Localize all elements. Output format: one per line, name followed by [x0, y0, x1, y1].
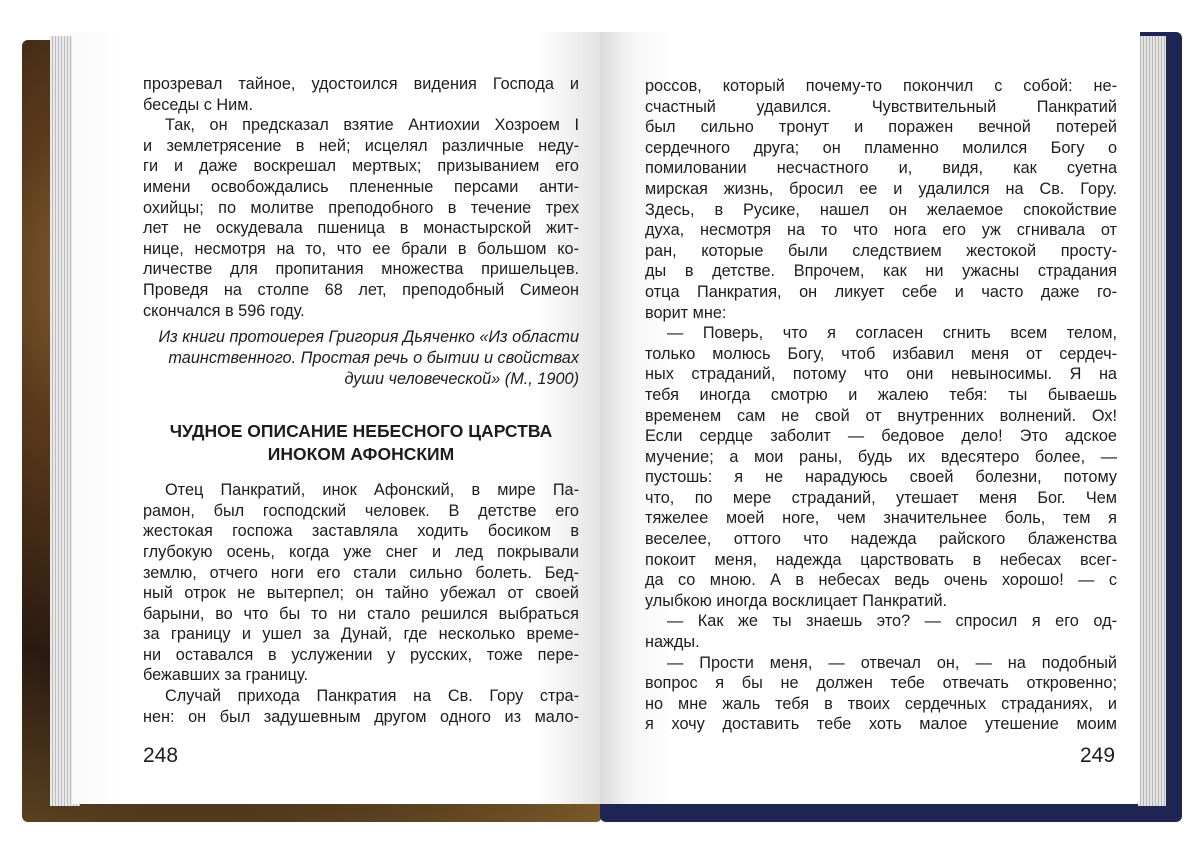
left-page-text [143, 74, 579, 727]
text-line: прозревал тайное, удостоился видения Господа и [143, 75, 579, 93]
text-line: ды в детстве. Впрочем, как ни ужасны страдания [645, 262, 1117, 281]
text-line: духа, несмотря на то что нога его уж сгнивала от [645, 221, 1117, 240]
text-line: покоит меня, надежда царствовать в небесах всег- [645, 550, 1117, 569]
text-line: отца Панкратия, он ликует себе и часто даже го- [645, 282, 1117, 301]
text-line: Так, он предсказал взятие Антиохии Хозроем I [165, 116, 579, 135]
text-line: рамон, был господский человек. В детстве его [143, 501, 579, 520]
citation-line: души человеческой» (М., 1900) [344, 370, 579, 389]
text-line: я хочу доставить тебе хоть малое утешение моим [645, 715, 1117, 734]
text-line: россов, который почему-то покончил с собой: не- [645, 77, 1117, 95]
heading-line: ЧУДНОЕ ОПИСАНИЕ НЕБЕСНОГО ЦАРСТВА [169, 421, 553, 442]
text-line: что, по мере страданий, утешает меня Бог. Чем [645, 488, 1117, 507]
text-line: жестокая госпожа заставляла ходить босиком в [143, 522, 579, 541]
text-line: пустошь: я не нарадуюсь своей болезни, потому [645, 468, 1117, 487]
text-line: нице, несмотря на то, что ее брали в большом ко- [143, 239, 579, 258]
text-line: сердечного друга; он пламенно молился Богу о [645, 138, 1117, 157]
text-line: — Прости меня, — отвечал он, — на подобный [667, 653, 1117, 672]
citation-line: Из книги протоиерея Григория Дьяченко «Из области [158, 328, 579, 347]
text-line: только молюсь Богу, чтоб избавил меня от сердеч- [645, 344, 1117, 363]
text-line: ран, которые были следствием жестокой просту- [645, 241, 1117, 260]
paragraph-block [645, 76, 1117, 735]
text-line: барыни, во что бы то ни стало решился выбраться [143, 604, 579, 623]
paragraph-block-top [143, 74, 579, 321]
text-line: вопрос я бы не должен тебе отвечать откровенно; [645, 674, 1117, 693]
text-line: тебя иногда смотрю и жалею тебя: ты бываешь [645, 385, 1117, 404]
text-line: охийцы; по молитве преподобного в течение трех [143, 198, 579, 217]
text-line: имени освобождались плененные персами анти- [143, 177, 579, 196]
heading-line: ИНОКОМ АФОНСКИМ [267, 444, 455, 465]
right-page [600, 32, 1140, 804]
text-line: тяжелее моей ноге, чем значительнее боль, тем я [645, 509, 1117, 528]
text-line: но мне жаль тебя в твоих сердечных страданиях, и [645, 694, 1117, 713]
text-line: улыбкою иногда восклицает Панкратий. [645, 591, 948, 610]
text-line: личестве для пропитания множества пришельцев. [143, 260, 579, 279]
text-line: помиловании несчастного и, видя, как суетна [645, 159, 1117, 178]
text-line: ги и даже воскрешал мертвых; призыванием его [143, 157, 579, 176]
text-line: Проведя на столпе 68 лет, преподобный Симеон [143, 280, 579, 299]
text-line: глубокую осень, когда уже снег и лед покрывали [143, 542, 579, 561]
text-line: лет не оскудевала пшеница в монастырской жит- [143, 219, 579, 238]
text-line: веселее, оттого что надежда райского блаженства [645, 530, 1117, 549]
text-line: счастный удавился. Чувствительный Панкратий [645, 97, 1117, 116]
text-line: ных страданий, потому что они невыносимы. Я на [645, 365, 1117, 384]
right-page-text [645, 76, 1117, 735]
page-number: 248 [143, 744, 179, 767]
text-line: мучение; а мои раны, будь их вдесятеро более, — [645, 447, 1117, 466]
citation-line: таинственного. Простая речь о бытии и свойствах [168, 349, 579, 368]
text-line: Случай прихода Панкратия на Св. Гору стра- [165, 687, 579, 706]
text-line: был сильно тронут и поражен вечной потерей [645, 118, 1117, 137]
text-line: — Как же ты знаешь это? — спросил я его од- [667, 612, 1117, 631]
text-line: ни оставался в услужении у русских, тоже пере- [143, 645, 579, 664]
text-line: ный отрок не вытерпел; он тайно убежал от своей [143, 584, 579, 603]
text-line: и землетрясение в ней; исцелял различные неду- [143, 136, 579, 155]
text-line: беседы с Ним. [143, 95, 253, 114]
text-line: бежавших за границу. [143, 666, 308, 685]
text-line: Здесь, в Русике, нашел он желаемое спокойствие [645, 200, 1117, 219]
text-line: за границу и ушел за Дунай, где несколько време- [143, 625, 579, 644]
chapter-heading [143, 420, 579, 466]
text-line: нажды. [645, 633, 700, 652]
text-line: землю, отчего ноги его стали сильно болеть. Бед- [143, 563, 579, 582]
text-line: ворит мне: [645, 303, 727, 322]
text-line: нен: он был задушевным другом одного из мало- [143, 707, 579, 726]
paragraph-block-bottom [143, 480, 579, 727]
text-line: Если сердце заболит — бедовое дело! Это адское [645, 427, 1117, 446]
text-line: временем сам не свой от внутренних волнений. Ох! [645, 406, 1117, 425]
text-line: да со мною. А в небесах ведь очень хорошо! — с [645, 571, 1117, 590]
text-line: Отец Панкратий, инок Афонский, в мире Па- [165, 481, 579, 500]
page-number: 249 [1080, 744, 1116, 767]
page-edges-right [1138, 36, 1166, 806]
left-page [72, 32, 602, 804]
source-citation [143, 327, 579, 390]
text-line: скончался в 596 году. [143, 301, 305, 320]
text-line: — Поверь, что я согласен сгнить всем телом, [667, 324, 1117, 343]
text-line: мирская жизнь, бросил ее и удалился на Св. Гору. [645, 179, 1117, 198]
